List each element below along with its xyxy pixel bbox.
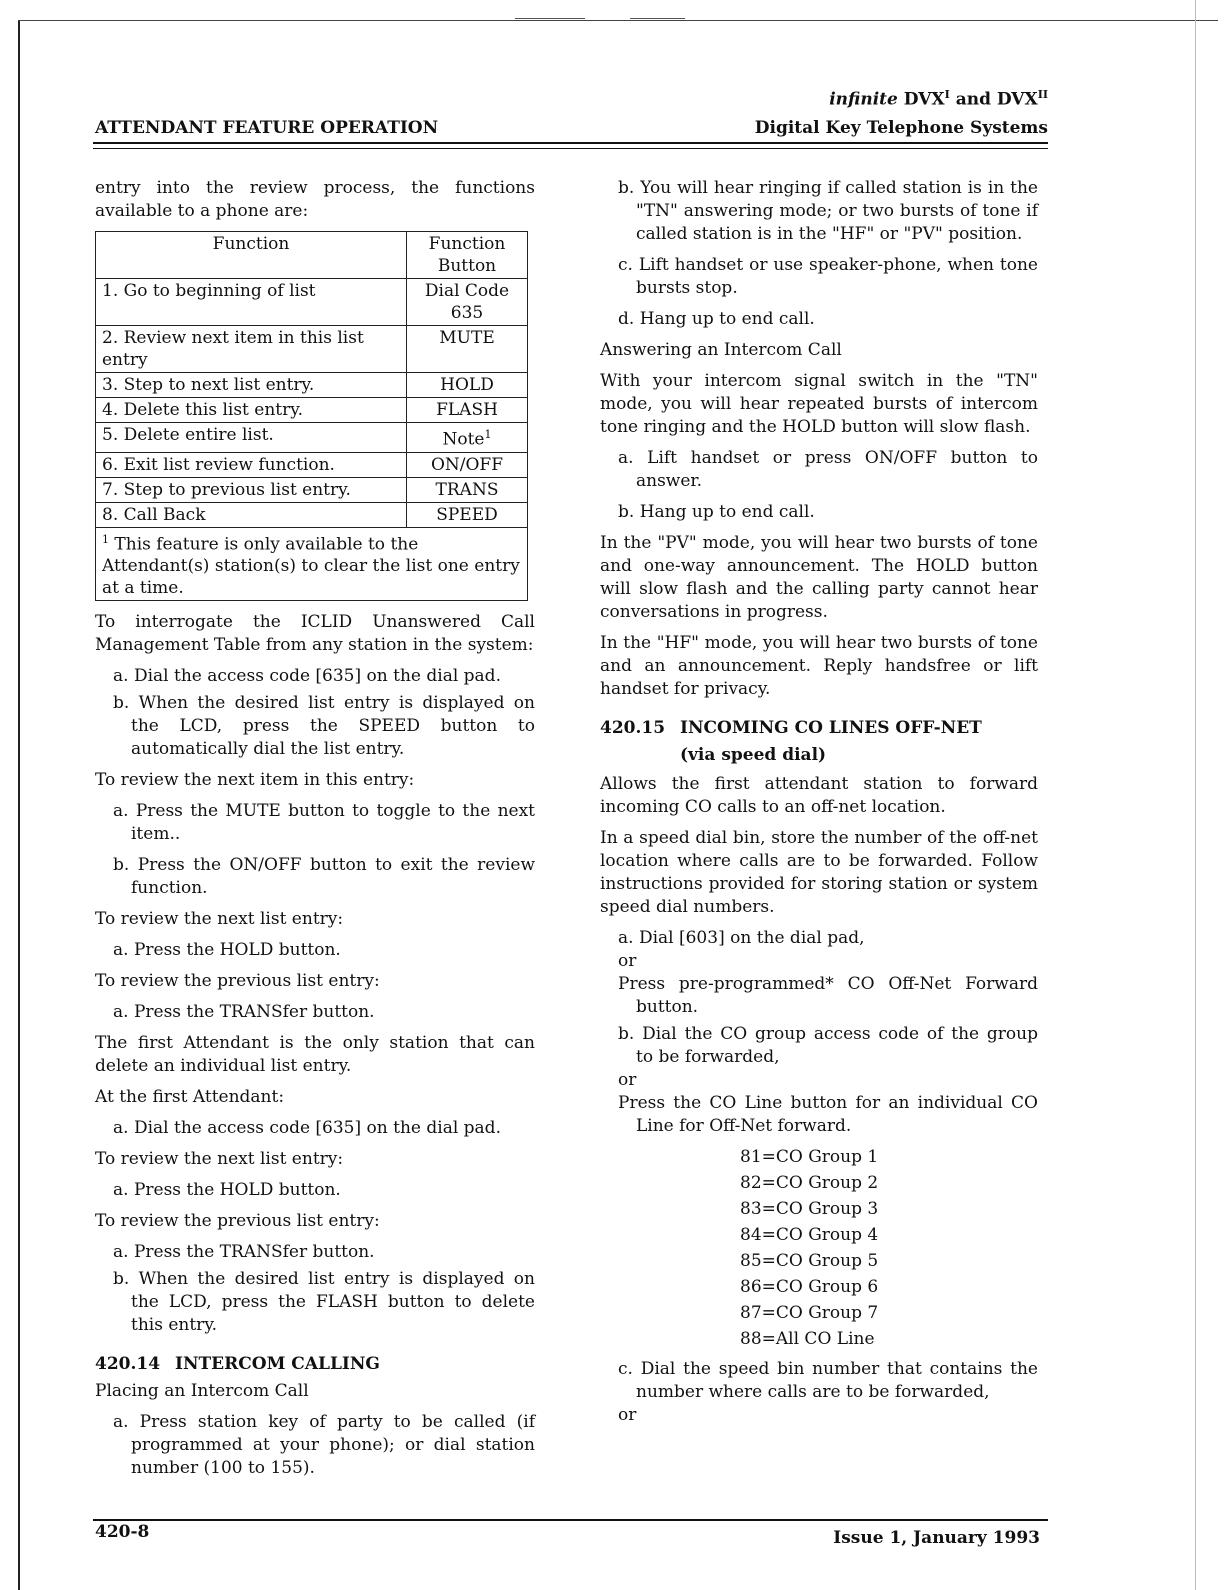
table-row: 6. Exit list review function. ON/OFF: [96, 452, 528, 477]
list-item: d. Hang up to end call.: [618, 309, 815, 329]
list-item: a. Dial the access code [635] on the dial pad.: [113, 666, 501, 687]
right-column: [600, 177, 1038, 1431]
paragraph: Placing an Intercom Call: [95, 1381, 309, 1402]
function-table: [95, 231, 528, 601]
list-item: a. Press the TRANSfer button.: [113, 1002, 375, 1023]
code-item: 84=CO Group 4: [740, 1225, 879, 1245]
list-item: b. Press the ON/OFF button to exit the review function.: [113, 855, 535, 899]
scan-edge: [1195, 0, 1196, 1590]
paragraph: Allows the first attendant station to forward incoming CO calls to an off-net location.: [600, 774, 1038, 817]
paragraph: In the "HF" mode, you will hear two bursts of tone and an announcement. Reply handsfree or lift handset for privacy.: [600, 633, 1038, 699]
list-item: a. Press the MUTE button to toggle to the next item..: [113, 801, 535, 845]
table-note: $^1$ This feature is only available to the Attendant(s) station(s) to clear the list one entry at a time.: [96, 527, 528, 601]
section-heading: 420.14 INTERCOM CALLING: [95, 1354, 380, 1375]
paragraph: To interrogate the ICLID Unanswered Call Management Table from any station in the system:: [95, 612, 535, 656]
paragraph: To review the next item in this entry:: [95, 770, 415, 791]
code-item: 87=CO Group 7: [740, 1303, 879, 1323]
section-header: ATTENDANT FEATURE OPERATION: [95, 118, 439, 138]
table-header: Function Button: [407, 232, 528, 279]
list-item: a. Press station key of party to be called (if programmed at your phone); or dial station number (100 to 155).: [113, 1412, 535, 1479]
list-item: b. When the desired list entry is displayed on the LCD, press the SPEED button to automatically dial the list entry.: [113, 693, 535, 760]
list-item: b. Dial the CO group access code of the group to be forwarded, or Press the CO Line button for an individual CO Line for Off-Net forward.: [618, 1024, 1038, 1136]
list-item: a. Dial [603] on the dial pad, or Press pre-programmed* CO Off-Net Forward button.: [618, 928, 1038, 1017]
list-item: c. Lift handset or use speaker-phone, when tone bursts stop.: [618, 255, 1038, 298]
paragraph: The first Attendant is the only station that can delete an individual list entry.: [95, 1033, 535, 1077]
list-item: a. Dial the access code [635] on the dial pad.: [113, 1118, 501, 1139]
code-item: 85=CO Group 5: [740, 1251, 879, 1271]
co-group-codes: [740, 1144, 1038, 1352]
list-item: b. When the desired list entry is displayed on the LCD, press the FLASH button to delete this entry.: [113, 1269, 535, 1336]
paragraph: To review the previous list entry:: [95, 1211, 380, 1232]
table-row: 2. Review next item in this list entry MUTE: [96, 326, 528, 373]
list-item: a. Press the HOLD button.: [113, 1180, 341, 1201]
list-item: c. Dial the speed bin number that contains the number where calls are to be forwarded, or: [618, 1359, 1038, 1425]
page-number: 420-8: [95, 1522, 150, 1542]
paragraph: entry into the review process, the functions available to a phone are:: [95, 178, 535, 221]
table-row: 1. Go to beginning of list Dial Code 635: [96, 279, 528, 326]
code-item: 86=CO Group 6: [740, 1277, 879, 1297]
list-item: a. Press the TRANSfer button.: [113, 1242, 375, 1263]
list-item: a. Lift handset or press ON/OFF button to answer.: [618, 448, 1038, 491]
paragraph: To review the previous list entry:: [95, 971, 380, 992]
list-item: b. Hang up to end call.: [618, 502, 815, 522]
code-item: 88=All CO Line: [740, 1329, 875, 1349]
left-column: [95, 177, 535, 1488]
scan-mark: [630, 18, 685, 19]
table-row: 5. Delete entire list. Note$^1$: [96, 423, 528, 453]
paragraph: Answering an Intercom Call: [600, 340, 842, 360]
section-heading: 420.15 INCOMING CO LINES OFF-NET: [600, 718, 982, 738]
table-row: 8. Call Back SPEED: [96, 502, 528, 527]
code-item: 81=CO Group 1: [740, 1147, 879, 1167]
paragraph: With your intercom signal switch in the "TN" mode, you will hear repeated bursts of intercom tone ringing and the HOLD button will slow flash.: [600, 371, 1038, 437]
header-rule: [93, 148, 1048, 149]
table-row: 3. Step to next list entry. HOLD: [96, 373, 528, 398]
page-border: [18, 20, 20, 1590]
table-header: Function: [96, 232, 407, 279]
footer-rule: [93, 1519, 1048, 1521]
header-rule: [93, 142, 1048, 144]
scan-mark: [515, 18, 585, 19]
paragraph: At the first Attendant:: [95, 1087, 285, 1108]
issue-date: Issue 1, January 1993: [833, 1528, 1040, 1548]
paragraph: To review the next list entry:: [95, 909, 344, 930]
code-item: 82=CO Group 2: [740, 1173, 879, 1193]
product-name: infinite $DVX^I$ and $DVX^{II}$: [829, 88, 1048, 110]
list-item: b. You will hear ringing if called station is in the "TN" answering mode; or two bursts of tone if called station is in the "HF" or "PV" position.: [618, 178, 1038, 244]
paragraph: In the "PV" mode, you will hear two bursts of tone and one-way announcement. The HOLD button will slow flash and the calling party cannot hear conversations in progress.: [600, 533, 1038, 622]
product-line: Digital Key Telephone Systems: [754, 118, 1048, 138]
table-row: 4. Delete this list entry. FLASH: [96, 398, 528, 423]
code-item: 83=CO Group 3: [740, 1199, 879, 1219]
paragraph: In a speed dial bin, store the number of the off-net location where calls are to be forwarded. Follow instructions provided for storing station or system speed dial numbers.: [600, 828, 1038, 917]
paragraph: To review the next list entry:: [95, 1149, 344, 1170]
section-subheading: (via speed dial): [680, 745, 827, 765]
table-row: 7. Step to previous list entry. TRANS: [96, 477, 528, 502]
list-item: a. Press the HOLD button.: [113, 940, 341, 961]
page-border-top: [18, 20, 1218, 21]
